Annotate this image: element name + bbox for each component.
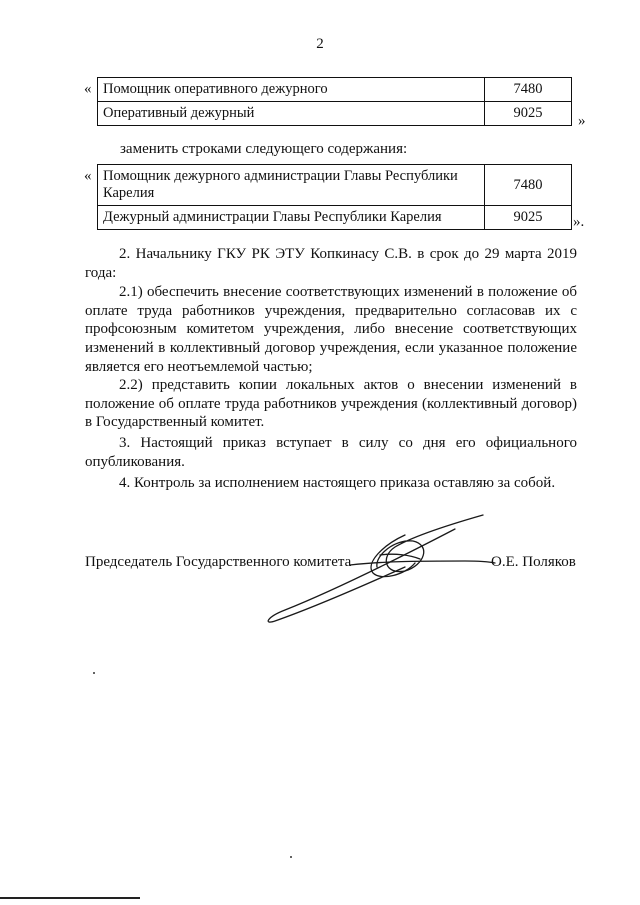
salary-value: 7480: [485, 165, 572, 206]
open-quote: «: [84, 81, 92, 97]
handwritten-signature: [255, 505, 505, 635]
salary-value: 9025: [485, 206, 572, 230]
signatory-position: Председатель Государственного комитета: [85, 554, 352, 570]
salary-value: 9025: [485, 102, 572, 126]
new-rows-table: [97, 164, 572, 230]
table-row: [98, 165, 572, 206]
table-row: [98, 78, 572, 102]
scan-edge-line: [0, 897, 140, 899]
position-name: Дежурный администрации Главы Республики Карелия: [98, 206, 485, 230]
position-name: Оперативный дежурный: [98, 102, 485, 126]
close-quote: »: [578, 113, 586, 129]
close-quote: ».: [573, 214, 585, 230]
paragraph-4: 4. Контроль за исполнением настоящего приказа оставляю за собой.: [119, 475, 556, 491]
paragraph-2: 2. Начальнику ГКУ РК ЭТУ Копкинасу С.В. в срок до 29 марта 2019 года:: [85, 246, 577, 281]
position-name: Помощник оперативного дежурного: [98, 78, 485, 102]
page-number: 2: [316, 36, 324, 52]
replace-text: заменить строками следующего содержания:: [120, 141, 408, 157]
paragraph-2-2: 2.2) представить копии локальных актов о внесении изменений в положение об оплате труда работников учреждения (коллективный договор) в Государственный комитет.: [85, 377, 577, 431]
signatory-name: О.Е. Поляков: [491, 554, 576, 570]
scan-speck: [93, 672, 95, 674]
salary-value: 7480: [485, 78, 572, 102]
scan-speck: [290, 856, 292, 858]
position-name: Помощник дежурного администрации Главы Республики Карелия: [98, 165, 485, 206]
paragraph-2-1: 2.1) обеспечить внесение соответствующих изменений в положение об оплате труда работников учреждения, предварительно согласовав их с профсоюзным комитетом учреждения, либо внесение соответствующих изменений в коллективный договор учреждения, если указанное положение является его неотъемлемой частью;: [85, 284, 577, 375]
old-rows-table: [97, 77, 572, 126]
paragraph-3: 3. Настоящий приказ вступает в силу со дня его официального опубликования.: [85, 435, 577, 470]
table-row: [98, 102, 572, 126]
table-row: [98, 206, 572, 230]
open-quote: «: [84, 168, 92, 184]
